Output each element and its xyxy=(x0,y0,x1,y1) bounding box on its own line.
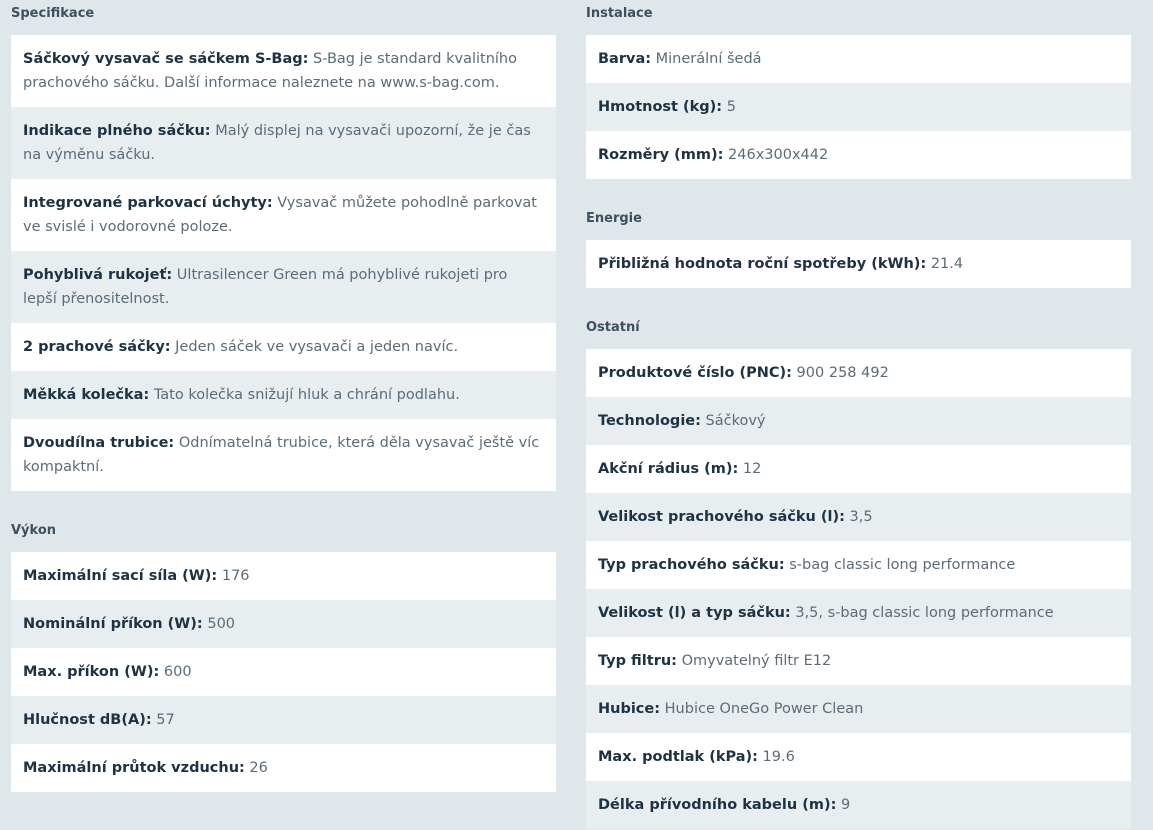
spec-list-specifikace xyxy=(11,35,556,491)
spec-label: Akční rádius (m): xyxy=(598,461,739,477)
spec-value: 3,5, s-bag classic long performance xyxy=(790,605,1054,621)
spec-label: Přibližná hodnota roční spotřeby (kWh): xyxy=(598,256,927,272)
spec-list-vykon xyxy=(11,552,556,792)
spec-value: 3,5 xyxy=(844,509,873,525)
right-column xyxy=(586,0,1131,829)
spec-label: Typ prachového sáčku: xyxy=(598,557,785,573)
spec-value: 176 xyxy=(217,568,250,584)
spec-list-ostatni xyxy=(586,349,1131,829)
spec-value: Sáčkový xyxy=(700,413,766,429)
spec-label: Integrované parkovací úchyty: xyxy=(23,195,273,211)
spec-row xyxy=(11,648,556,696)
spec-label: Produktové číslo (PNC): xyxy=(598,365,792,381)
spec-value: 500 xyxy=(202,616,236,632)
spec-row xyxy=(586,589,1131,637)
spec-label: 2 prachové sáčky: xyxy=(23,339,171,355)
spec-value: Jeden sáček ve vysavači a jeden navíc. xyxy=(170,339,459,355)
spec-label: Velikost prachového sáčku (l): xyxy=(598,509,845,525)
spec-row xyxy=(11,251,556,323)
spec-row xyxy=(11,35,556,107)
spec-value: 21.4 xyxy=(926,256,964,272)
spec-value: 12 xyxy=(738,461,762,477)
spec-row xyxy=(11,552,556,600)
spec-row xyxy=(11,419,556,491)
spec-value: Hubice OneGo Power Clean xyxy=(660,701,864,717)
spec-row xyxy=(11,744,556,792)
spec-label: Hubice: xyxy=(598,701,661,717)
spec-row xyxy=(586,685,1131,733)
spec-row xyxy=(11,107,556,179)
section-title-specifikace: Specifikace xyxy=(11,6,95,21)
spec-row xyxy=(586,733,1131,781)
spec-list-energie xyxy=(586,240,1131,288)
spec-label: Nominální příkon (W): xyxy=(23,616,203,632)
spec-label: Velikost (l) a typ sáčku: xyxy=(598,605,791,621)
spec-value: Ultrasilencer Green má pohyblivé rukojeti pro lepší přenositelnost. xyxy=(23,267,508,307)
spec-row xyxy=(11,600,556,648)
spec-label: Délka přívodního kabelu (m): xyxy=(598,797,837,813)
spec-label: Sáčkový vysavač se sáčkem S-Bag: xyxy=(23,51,309,67)
spec-label: Barva: xyxy=(598,51,652,67)
spec-value: 19.6 xyxy=(757,749,795,765)
section-title-instalace: Instalace xyxy=(586,6,653,21)
spec-value: s-bag classic long performance xyxy=(784,557,1016,573)
spec-label: Maximální sací síla (W): xyxy=(23,568,218,584)
spec-label: Indikace plného sáčku: xyxy=(23,123,211,139)
spec-value: S-Bag je standard kvalitního prachového sáčku. Další informace naleznete na www.s-bag.com. xyxy=(23,51,517,91)
spec-row xyxy=(11,323,556,371)
spec-label: Pohyblivá rukojeť: xyxy=(23,267,173,283)
spec-value: 26 xyxy=(244,760,268,776)
spec-row xyxy=(586,397,1131,445)
spec-value: Vysavač můžete pohodlně parkovat ve svislé i vodorovné poloze. xyxy=(23,195,537,235)
section-title-ostatni: Ostatní xyxy=(586,320,640,335)
spec-value: Omyvatelný filtr E12 xyxy=(676,653,832,669)
spec-value: 246x300x442 xyxy=(723,147,829,163)
spec-row xyxy=(586,349,1131,397)
spec-row xyxy=(11,371,556,419)
spec-label: Max. podtlak (kPa): xyxy=(598,749,758,765)
spec-value: Malý displej na vysavači upozorní, že je čas na výměnu sáčku. xyxy=(23,123,531,163)
spec-label: Typ filtru: xyxy=(598,653,677,669)
left-column xyxy=(11,0,556,792)
spec-label: Dvoudílna trubice: xyxy=(23,435,175,451)
spec-row xyxy=(586,541,1131,589)
spec-row xyxy=(586,493,1131,541)
spec-label: Hlučnost dB(A): xyxy=(23,712,152,728)
spec-row xyxy=(586,445,1131,493)
spec-value: Odnímatelná trubice, která děla vysavač ještě víc kompaktní. xyxy=(23,435,540,475)
spec-value: 9 xyxy=(836,797,851,813)
spec-row xyxy=(586,637,1131,685)
spec-value: Tato kolečka snižují hluk a chrání podlahu. xyxy=(149,387,460,403)
spec-row xyxy=(586,35,1131,83)
spec-row xyxy=(586,781,1131,829)
spec-row xyxy=(11,179,556,251)
spec-row xyxy=(586,240,1131,288)
spec-value: 600 xyxy=(159,664,192,680)
spec-list-instalace xyxy=(586,35,1131,179)
spec-value: Minerální šedá xyxy=(651,51,762,67)
spec-label: Max. příkon (W): xyxy=(23,664,160,680)
spec-label: Technologie: xyxy=(598,413,701,429)
spec-value: 5 xyxy=(722,99,736,115)
section-title-energie: Energie xyxy=(586,211,642,226)
spec-label: Měkká kolečka: xyxy=(23,387,150,403)
section-title-vykon: Výkon xyxy=(11,523,57,538)
spec-label: Maximální průtok vzduchu: xyxy=(23,760,245,776)
spec-value: 900 258 492 xyxy=(791,365,889,381)
spec-label: Rozměry (mm): xyxy=(598,147,724,163)
spec-row xyxy=(586,83,1131,131)
spec-row xyxy=(11,696,556,744)
spec-value: 57 xyxy=(151,712,175,728)
spec-row xyxy=(586,131,1131,179)
spec-label: Hmotnost (kg): xyxy=(598,99,723,115)
